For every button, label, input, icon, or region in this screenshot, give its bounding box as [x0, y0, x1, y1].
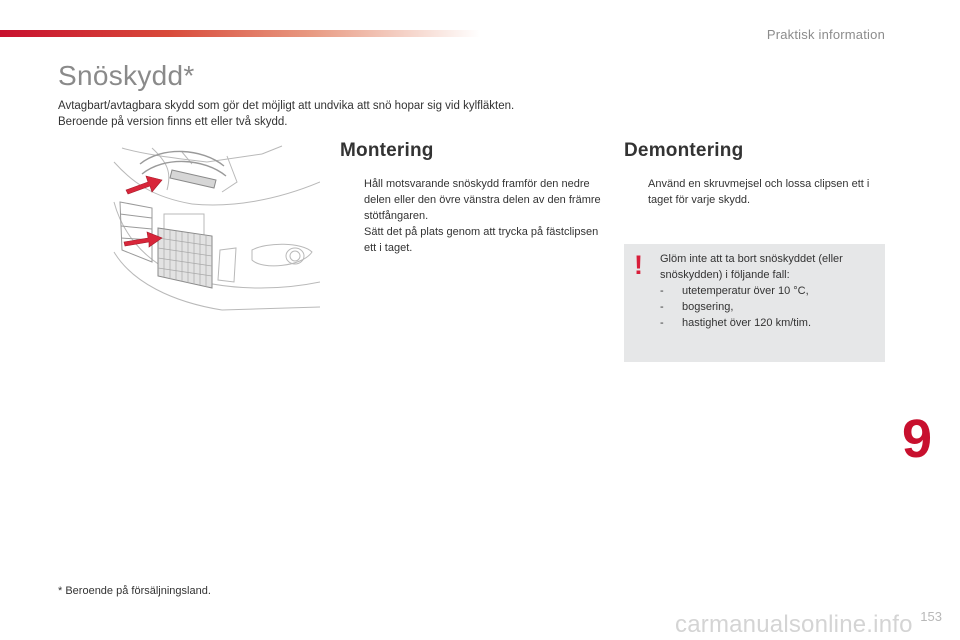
intro-line-1: Avtagbart/avtagbara skydd som gör det möjligt att undvika att snö hopar sig vid kylfläkten. [58, 100, 515, 112]
top-accent-bar [0, 30, 480, 37]
chapter-number: 9 [902, 409, 933, 469]
section-header: Praktisk information [766, 27, 885, 42]
removal-step-1-text: Använd en skruvmejsel och lossa clipsen ett i taget för varje skydd. [648, 178, 870, 206]
removal-section [624, 140, 886, 208]
warning-list [660, 283, 875, 331]
intro-text [58, 98, 598, 130]
warning-item-2: bogsering, [682, 301, 734, 313]
warning-item-3: hastighet över 120 km/tim. [682, 317, 812, 329]
car-front-bumper-illustration [112, 142, 320, 320]
mounting-steps [340, 176, 605, 256]
exclamation-icon: ! [634, 250, 643, 280]
watermark: carmanualsonline.info [675, 611, 913, 638]
mounting-section [340, 140, 605, 256]
page-title: Snöskydd* [58, 60, 195, 91]
warning-item-1: utetemperatur över 10 °C, [682, 285, 809, 297]
dash-marker: - [660, 301, 664, 313]
warning-text [660, 251, 875, 331]
list-item [660, 283, 875, 299]
list-item [660, 315, 875, 331]
list-item [624, 176, 886, 208]
list-item [340, 224, 605, 256]
footnote: * Beroende på försäljningsland. [58, 585, 211, 597]
warning-box [624, 244, 885, 362]
removal-heading: Demontering [624, 140, 744, 161]
intro-line-2: Beroende på version finns ett eller två skydd. [58, 116, 288, 128]
dash-marker: - [660, 285, 664, 297]
list-item [660, 299, 875, 315]
dash-marker: - [660, 317, 664, 329]
page-number: 153 [920, 609, 942, 624]
mounting-heading: Montering [340, 140, 434, 161]
warning-intro: Glöm inte att ta bort snöskyddet (eller snöskydden) i följande fall: [660, 253, 843, 281]
list-item [340, 176, 605, 224]
mounting-step-1-text: Håll motsvarande snöskydd framför den nedre delen eller den övre vänstra delen av den främre stötfångaren. [364, 178, 601, 222]
removal-steps [624, 176, 886, 208]
mounting-step-2-text: Sätt det på plats genom att trycka på fästclipsen ett i taget. [364, 226, 599, 254]
